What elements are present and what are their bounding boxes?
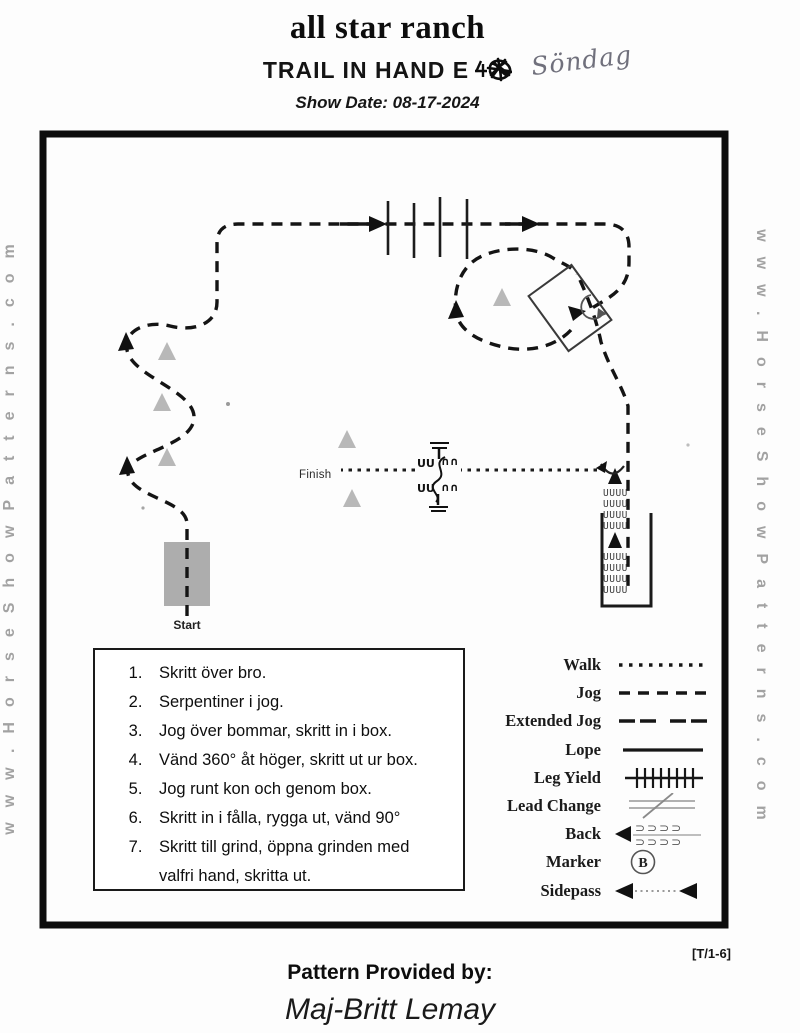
svg-text:UUUU: UUUU <box>603 563 628 574</box>
instruction-box <box>93 648 465 891</box>
svg-text:⊃⊃⊃⊃: ⊃⊃⊃⊃ <box>635 835 684 848</box>
instruction-item: 6. Skritt in i fålla, rygga ut, vänd 90° <box>147 804 423 833</box>
svg-text:UUUU: UUUU <box>603 521 628 532</box>
instruction-item: 5. Jog runt kon och genom box. <box>147 775 423 804</box>
svg-text:UUUU: UUUU <box>603 585 628 596</box>
watermark-left: www.HorseShowPatterns.com <box>1 229 18 835</box>
svg-text:∩∩: ∩∩ <box>441 481 459 494</box>
svg-text:B: B <box>638 856 648 872</box>
instruction-item: 3. Jog över bommar, skritt in i box. <box>147 717 423 746</box>
svg-text:UU: UU <box>417 482 435 495</box>
legend-row-sidepass: Sidepass <box>468 877 713 905</box>
direction-arrow <box>119 456 135 475</box>
legend-row-leg-yield: Leg Yield <box>468 764 713 792</box>
jog-line-icon <box>613 680 713 706</box>
cone <box>158 342 176 360</box>
svg-text:UUUU: UUUU <box>603 499 628 510</box>
lead-change-icon <box>613 793 713 819</box>
legend-row-jog: Jog <box>468 679 713 707</box>
legend-row-lead-change: Lead Change <box>468 792 713 820</box>
svg-text:∩∩: ∩∩ <box>441 455 459 468</box>
svg-text:UU: UU <box>417 457 435 470</box>
cone <box>493 288 511 306</box>
show-date: Show Date: 08-17-2024 <box>295 93 480 112</box>
walk-line-icon <box>613 652 713 678</box>
svg-text:UUUU: UUUU <box>603 488 628 499</box>
legend-row-lope: Lope <box>468 736 713 764</box>
svg-text:UUUU: UUUU <box>603 574 628 585</box>
start-label: Start <box>173 618 201 632</box>
back-icon <box>613 821 713 847</box>
cone <box>338 430 356 448</box>
sidepass-icon <box>613 878 713 904</box>
instruction-item: 4. Vänd 360° åt höger, skritt ut ur box. <box>147 746 423 775</box>
instruction-item: 7. Skritt till grind, öppna grinden med valfri hand, skritta ut. <box>147 833 423 891</box>
legend-row-extended-jog: Extended Jog <box>468 707 713 735</box>
direction-arrows <box>118 216 586 475</box>
poles-obstacle <box>388 197 467 259</box>
direction-arrow <box>448 300 464 319</box>
lope-line-icon <box>613 737 713 763</box>
cone <box>158 448 176 466</box>
marker-icon <box>613 848 713 876</box>
direction-arrow <box>522 216 540 232</box>
watermark-right: www.HorseShowPatterns.com <box>753 229 770 835</box>
pen-obstacle <box>596 461 651 606</box>
gate-hoofprints <box>417 455 459 495</box>
pattern-code: [T/1-6] <box>692 946 731 961</box>
provider-name: Maj-Britt Lemay <box>284 993 496 1026</box>
extended-jog-line-icon <box>613 708 713 734</box>
finish-label: Finish <box>299 469 332 481</box>
instruction-list <box>95 659 423 891</box>
back-arrow <box>608 532 622 548</box>
instruction-item: 2. Serpentiner i jog. <box>147 688 423 717</box>
direction-arrow <box>369 216 387 232</box>
legend <box>468 651 713 905</box>
legend-row-back: Back ⊃⊃⊃⊃ ⊃⊃⊃⊃ <box>468 820 713 848</box>
gate-obstacle <box>417 443 459 511</box>
legend-row-walk: Walk <box>468 651 713 679</box>
legend-row-marker: Marker B <box>468 848 713 876</box>
leg-yield-line-icon <box>613 765 713 791</box>
event-title: TRAIL IN HAND E <box>262 56 470 83</box>
cone <box>343 489 361 507</box>
cone <box>153 393 171 411</box>
direction-arrow <box>118 332 134 351</box>
provided-by-label: Pattern Provided by: <box>287 961 493 984</box>
svg-text:⊃⊃⊃⊃: ⊃⊃⊃⊃ <box>635 821 684 836</box>
handwritten-note: Söndag <box>529 39 634 82</box>
page-title: all star ranch <box>289 10 486 46</box>
svg-text:UUUU: UUUU <box>603 552 628 563</box>
instruction-item: 1. Skritt över bro. <box>147 659 423 688</box>
svg-text:UUUU: UUUU <box>603 510 628 521</box>
